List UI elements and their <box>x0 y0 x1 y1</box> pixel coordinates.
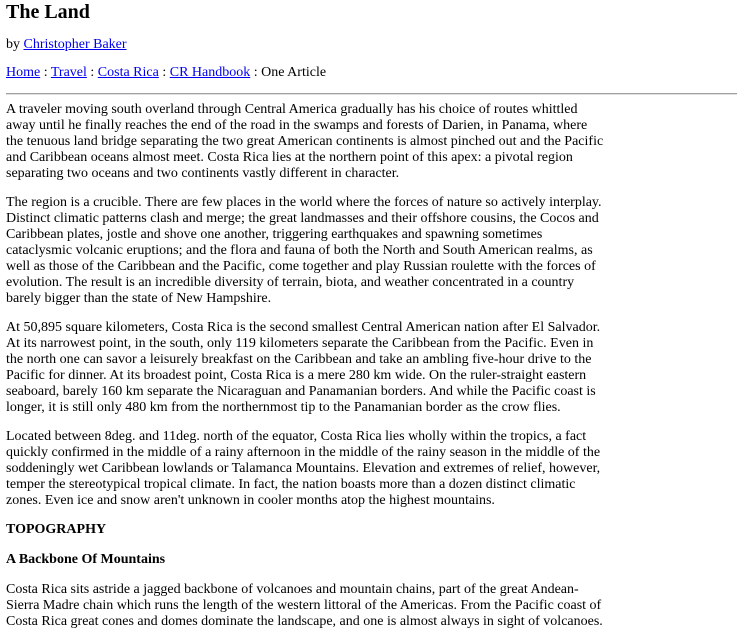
article-body <box>6 102 606 643</box>
breadcrumb-separator: : <box>158 65 170 80</box>
header-divider <box>6 93 737 95</box>
byline-prefix: by <box>6 37 24 52</box>
breadcrumb-travel-link[interactable]: Travel <box>50 65 87 80</box>
paragraph-intro: A traveler moving south overland through Central America gradually has his choice of routes whittled away until he finally reaches the end of the road in the swamps and forests of Darien, in Panama, where the tenuous land bridge separating the two great American continents is almost pinched out and the Pacific and Caribbean oceans almost meet. Costa Rica lies at the northern point of this apex: a pivotal region separating two oceans and two continents vastly different in character. <box>6 102 604 181</box>
section-heading-topography: TOPOGRAPHY <box>6 522 107 537</box>
breadcrumb-costa-rica-link[interactable]: Costa Rica <box>97 65 159 80</box>
subsection-heading-backbone: A Backbone Of Mountains <box>6 552 166 567</box>
breadcrumb-separator: : <box>40 65 51 80</box>
paragraph-backbone: Costa Rica sits astride a jagged backbone of volcanoes and mountain chains, part of the great Andean-Sierra Madre chain which runs the length of the western littoral of the Americas. From the Pacific coast of Costa Rica great cones and domes dominate the landscape, and one is almost always in sight of volcanoes. <box>6 582 603 629</box>
breadcrumb <box>6 65 326 81</box>
breadcrumb-separator: : <box>250 65 262 80</box>
breadcrumb-home-link[interactable]: Home <box>6 65 41 80</box>
paragraph-size: At 50,895 square kilometers, Costa Rica is the second smallest Central American nation after El Salvador. At its narrowest point, in the south, only 119 kilometers separate the Caribbean from the Pacific. Even in the north one can savor a leisurely breakfast on the Caribbean and take an ambling five-hour drive to the Pacific for dinner. At its broadest point, Costa Rica is a mere 280 km wide. On the ruler-straight eastern seaboard, barely 160 km separate the Nicaraguan and Panamanian borders. And while the Pacific coast is longer, it is still only 480 km from the northernmost tip to the Panamanian border as the crow flies. <box>6 320 601 415</box>
paragraph-crucible: The region is a crucible. There are few places in the world where the forces of nature so actively interplay. Distinct climatic patterns clash and merge; the great landmasses and their offshore cousins, the Cocos and Caribbean plates, jostle and shove one another, triggering earthquakes and spawning sometimes cataclysmic volcanic eruptions; and the flora and fauna of both the North and South American realms, as well as those of the Caribbean and the Pacific, come together and play Russian roulette with the forces of evolution. The result is an incredible diversity of terrain, biota, and weather concentrated in a country barely bigger than the state of New Hampshire. <box>6 195 602 306</box>
breadcrumb-separator: : <box>86 65 98 80</box>
page-title: The Land <box>6 1 90 23</box>
author-link[interactable]: Christopher Baker <box>23 37 127 52</box>
breadcrumb-current: One Article <box>261 65 327 80</box>
paragraph-climate: Located between 8deg. and 11deg. north of the equator, Costa Rica lies wholly within the tropics, a fact quickly confirmed in the middle of a rainy afternoon in the middle of the rainy season in the middle of the soddeningly wet Caribbean lowlands or Talamanca Mountains. Elevation and extremes of relief, however, temper the stereotypical tropical climate. In fact, the nation boasts more than a dozen distinct climatic zones. Even ice and snow aren't unknown in cooler months atop the highest mountains. <box>6 429 601 508</box>
breadcrumb-cr-handbook-link[interactable]: CR Handbook <box>169 65 251 80</box>
byline <box>6 37 127 53</box>
